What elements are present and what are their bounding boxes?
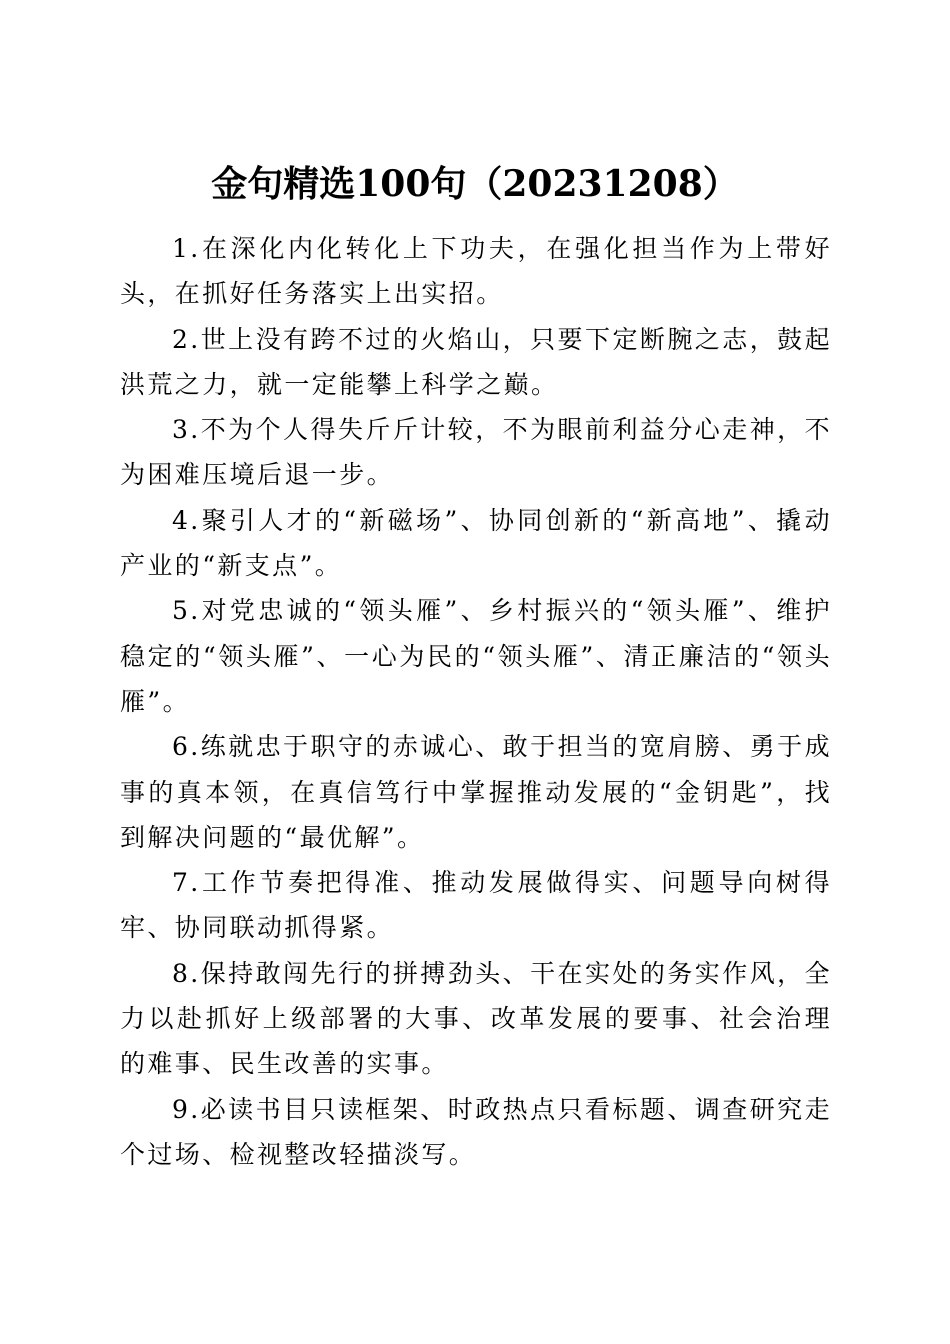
quote-item-9: 9.必读书目只读框架、时政热点只看标题、调查研究走个过场、检视整改轻描淡写。 <box>120 1094 832 1169</box>
quote-item-3: 3.不为个人得失斤斤计较，不为眼前利益分心走神，不为困难压境后退一步。 <box>120 415 832 490</box>
quote-item-5: 5.对党忠诚的“领头雁”、乡村振兴的“领头雁”、维护稳定的“领头雁”、一心为民的“领头雁”、清正廉洁的“领头雁”。 <box>120 596 832 716</box>
quote-item-1: 1.在深化内化转化上下功夫，在强化担当作为上带好头，在抓好任务落实上出实招。 <box>120 234 832 309</box>
quote-item-6: 6.练就忠于职守的赤诚心、敢于担当的宽肩膀、勇于成事的真本领，在真信笃行中掌握推动发展的“金钥匙”，找到解决问题的“最优解”。 <box>120 732 832 852</box>
document-title: 金句精选100句（20231208） <box>211 163 739 206</box>
quote-item-7: 7.工作节奏把得准、推动发展做得实、问题导向树得牢、协同联动抓得紧。 <box>120 868 832 943</box>
quote-item-4: 4.聚引人才的“新磁场”、协同创新的“新高地”、撬动产业的“新支点”。 <box>120 505 832 581</box>
quote-item-2: 2.世上没有跨不过的火焰山，只要下定断腕之志，鼓起洪荒之力，就一定能攀上科学之巅。 <box>120 324 832 399</box>
quote-list <box>120 226 832 1177</box>
quote-item-8: 8.保持敢闯先行的拼搏劲头、干在实处的务实作风，全力以赴抓好上级部署的大事、改革发展的要事、社会治理的难事、民生改善的实事。 <box>120 958 832 1079</box>
